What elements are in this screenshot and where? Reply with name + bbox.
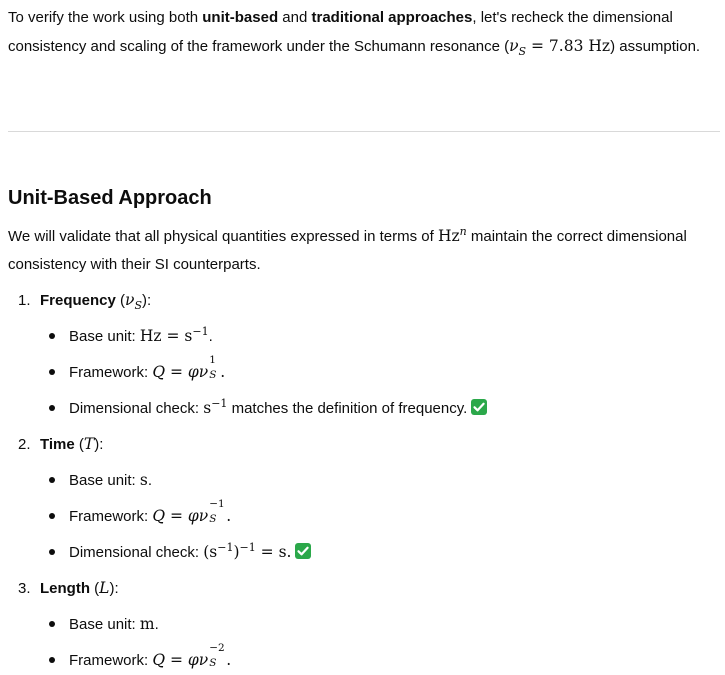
symbol-main: ν: [125, 291, 135, 309]
section-paragraph: [8, 222, 720, 279]
math-phi-nu: φν: [187, 363, 209, 381]
bullet-label: Framework:: [69, 364, 153, 381]
math-sup: −1: [192, 324, 209, 338]
item-colon: ):: [109, 580, 119, 597]
math-sup: −1: [211, 396, 228, 410]
intro-paragraph: [8, 4, 720, 61]
bullet-end: .: [147, 472, 153, 489]
bullet-label: Framework:: [69, 652, 153, 669]
hz-unit: Hz: [437, 227, 460, 245]
item-colon: ):: [142, 292, 152, 309]
bullet-base-unit: [49, 610, 159, 639]
bullet-label: Dimensional check:: [69, 544, 204, 561]
math-exp: −2: [209, 641, 225, 654]
bullet-dot: [49, 333, 55, 339]
bullet-dot: [49, 657, 55, 663]
framework-math: [152, 497, 232, 525]
section-heading: Unit-Based Approach: [8, 187, 212, 209]
para-text-1: We will validate that all physical quantities expressed in terms of: [8, 228, 438, 245]
math-sub: S: [209, 656, 217, 669]
dim-text: matches the definition of frequency.: [227, 400, 468, 417]
bullet-dot: [49, 513, 55, 519]
framework-math: [152, 641, 232, 669]
bullet-dot: [49, 405, 55, 411]
math-sup-outer: −1: [239, 540, 256, 554]
base-unit-math: m: [139, 615, 155, 633]
math-exp: −1: [209, 497, 225, 510]
bullet-dimensional-check: [49, 394, 487, 423]
bullet-framework: [49, 353, 226, 387]
dim-math: [203, 396, 228, 417]
item-number: 1.: [18, 292, 31, 309]
bullet-base-unit: [49, 466, 152, 495]
bullet-dot: [49, 621, 55, 627]
schumann-value: = 7.83 Hz: [526, 37, 611, 55]
list-item-time: 2. Time (T):: [18, 430, 103, 459]
hz-exponent: n: [459, 224, 467, 238]
schumann-formula: [509, 37, 611, 58]
item-number: 3.: [18, 580, 31, 597]
math-exp: 1: [209, 353, 216, 366]
check-icon: [471, 399, 487, 415]
item-label: Frequency: [40, 292, 116, 309]
math-stack: [208, 497, 226, 525]
bullet-label: Base unit:: [69, 472, 140, 489]
item-label: Length: [40, 580, 90, 597]
math-stack: [208, 641, 226, 669]
math-open: (s: [203, 543, 218, 561]
bullet-dot: [49, 369, 55, 375]
list-item-length: 3. Length (L):: [18, 574, 119, 603]
math-sub: S: [209, 368, 217, 381]
bullet-label: Framework:: [69, 508, 153, 525]
math-eq: =: [165, 363, 188, 381]
math-q: Q: [152, 363, 166, 381]
intro-text-1: To verify the work using both: [8, 9, 203, 26]
bullet-label: Base unit:: [69, 616, 140, 633]
item-symbol: T: [83, 435, 95, 453]
para-text-2: maintain the correct dimensional consistency with their SI counterparts.: [8, 228, 687, 273]
item-symbol: [125, 291, 143, 312]
math-end: .: [226, 507, 232, 525]
item-symbol: L: [99, 579, 110, 597]
math-base: s: [203, 399, 212, 417]
bullet-end: .: [154, 616, 159, 633]
bullet-dot: [49, 549, 55, 555]
math-base: Hz = s: [139, 327, 193, 345]
math-end: .: [220, 363, 226, 381]
intro-bold-traditional: traditional approaches: [311, 9, 473, 26]
check-icon: [295, 543, 311, 559]
dim-math: [203, 540, 292, 561]
section-divider: [8, 131, 720, 132]
bullet-base-unit: [49, 322, 213, 351]
intro-text-2: and: [278, 9, 312, 26]
item-colon: ):: [94, 436, 104, 453]
math-end: .: [226, 651, 232, 669]
math-sup-inner: −1: [217, 540, 234, 554]
math-result: = s.: [255, 543, 292, 561]
bullet-framework: [49, 497, 232, 531]
bullet-label: Base unit:: [69, 328, 140, 345]
intro-text-4: ) assumption.: [610, 38, 701, 55]
item-label: Time: [40, 436, 75, 453]
bullet-label: Dimensional check:: [69, 400, 204, 417]
base-unit-math: s: [139, 471, 148, 489]
math-q: Q: [152, 507, 166, 525]
item-number: 2.: [18, 436, 31, 453]
symbol-sub: S: [134, 298, 143, 312]
intro-bold-unit-based: unit-based: [202, 9, 279, 26]
list-item-frequency: 1. Frequency $(\nu_S)$:: [18, 286, 151, 315]
intro-text-3: , let's recheck the dimensional consistency and scaling of the framework under the Schumann resonance (: [8, 9, 673, 55]
math-sub: S: [209, 512, 217, 525]
base-unit-math: [139, 324, 209, 345]
math-q: Q: [152, 651, 166, 669]
math-eq: =: [165, 507, 188, 525]
nu-subscript: S: [518, 44, 527, 58]
math-eq: =: [165, 651, 188, 669]
math-phi-nu: φν: [187, 507, 209, 525]
bullet-framework: [49, 641, 232, 675]
bullet-end: .: [208, 328, 213, 345]
nu-symbol: ν: [509, 37, 519, 55]
math-stack: [208, 353, 220, 381]
math-close: ): [233, 543, 240, 561]
math-phi-nu: φν: [187, 651, 209, 669]
bullet-dimensional-check: [49, 538, 311, 567]
bullet-dot: [49, 477, 55, 483]
hz-power: [437, 224, 467, 245]
framework-math: [152, 353, 226, 381]
